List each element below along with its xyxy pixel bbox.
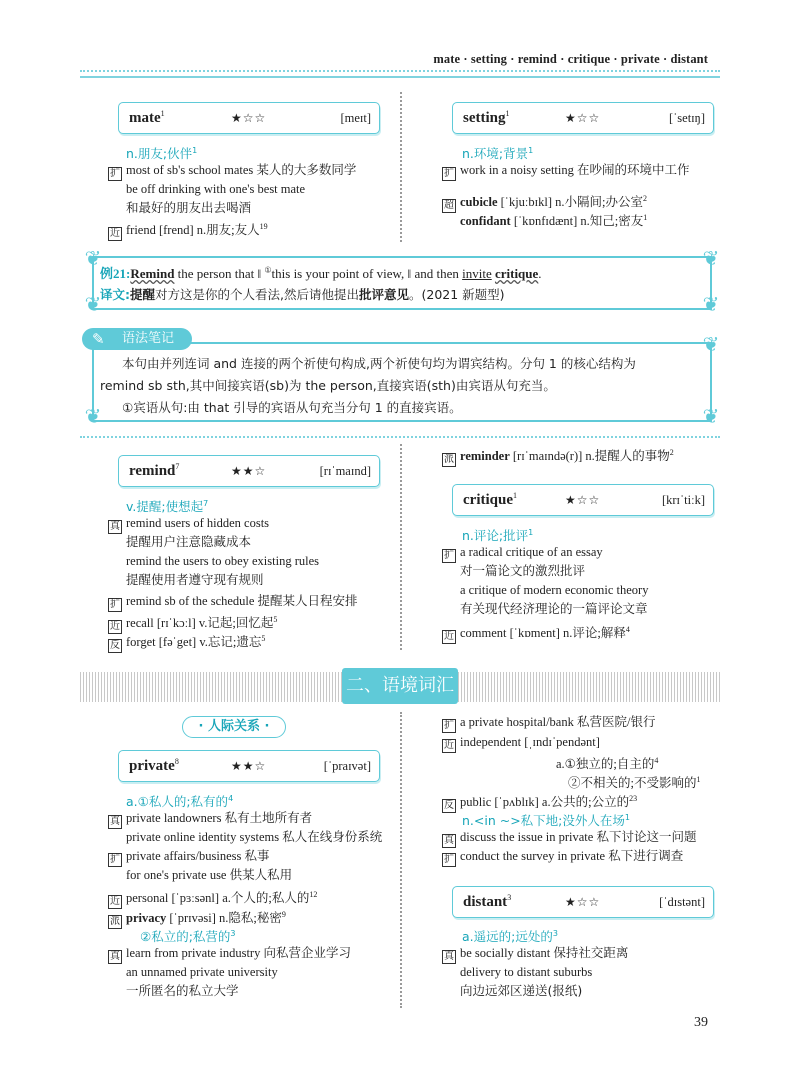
entry-line: delivery to distant suburbs — [460, 965, 593, 979]
grammar-line-2: remind sb sth,其中间接宾语(sb)为 the person,直接宾语(sth)由宾语从句充当。 — [100, 378, 556, 393]
entry-line: 提醒用户注意隐藏成本 — [126, 534, 252, 549]
entry-line: 对一篇论文的激烈批评 — [460, 563, 586, 578]
private-meaning-1: a.①私人的;私有的$^4$ — [126, 794, 234, 810]
entry-line: 和最好的朋友出去喝酒 — [126, 200, 252, 215]
distant-entry-box — [452, 886, 714, 918]
setting-phonetic: [ˈsetɪŋ] — [668, 111, 705, 125]
setting-headword: setting$^1$ — [463, 109, 510, 126]
setting-stars: ★☆☆ — [565, 111, 601, 125]
example-box — [92, 256, 712, 310]
critique-headword: critique$^1$ — [463, 491, 517, 508]
mate-phonetic: [meɪt] — [340, 111, 371, 125]
ornament-icon: ❦ — [702, 334, 720, 356]
subsection-title: · 人际关系 · — [182, 716, 286, 738]
entry-line: for one's private use 供某人私用 — [126, 868, 293, 882]
grammar-note-box — [92, 342, 712, 422]
example-sentence: 例21:Remind the person that ‖ ①this is your point of view, ‖ and then invite critique. — [100, 265, 542, 281]
private-phonetic: [ˈpraɪvət] — [323, 759, 371, 773]
critique-phonetic: [krɪˈtiːk] — [661, 493, 705, 507]
entry-line: 真 discuss the issue in private 私下讨论这一问题 — [444, 830, 697, 846]
entry-line: 扩 a radical critique of an essay — [444, 545, 603, 561]
mate-meaning: n.朋友;伙伴$^1$ — [126, 146, 198, 162]
remind-meaning: v.提醒;使想起$^7$ — [126, 499, 209, 515]
setting-meaning: n.环境;背景$^1$ — [462, 146, 534, 162]
critique-entry-box — [452, 484, 714, 516]
entry-line: 超 cubicle [ˈkjuːbɪkl] n.小隔间;办公室$^2$ — [444, 194, 647, 212]
entry-line: private online identity systems 私人在线身份系统 — [126, 830, 383, 844]
private-entry-box — [118, 750, 380, 782]
ornament-icon: ❦ — [702, 406, 720, 428]
entry-line: be off drinking with one's best mate — [126, 182, 306, 196]
distant-meaning: a.遥远的;远处的$^3$ — [462, 929, 558, 945]
entry-line: a.①独立的;自主的$^4$ — [556, 756, 659, 772]
remind-entry-box — [118, 455, 380, 487]
running-header: mate · setting · remind · critique · private · distant — [433, 52, 708, 66]
entry-line: 反 public [ˈpʌblɪk] a.公共的;公立的$^{23}$ — [444, 794, 638, 812]
entry-line: 扩 private affairs/business 私事 — [110, 849, 270, 865]
entry-line: 扩 most of sb's school mates 某人的大多数同学 — [110, 163, 357, 179]
example-translation: 译文:提醒对方这是你的个人看法,然后请他提出批评意见。(2021 新题型) — [100, 287, 505, 302]
page-number: 39 — [694, 1015, 708, 1030]
private-headword: private$^8$ — [129, 757, 179, 774]
grammar-line-1: 本句由并列连词 and 连接的两个祈使句构成,两个祈使句均为谓宾结构。分句 1 的核心结构为 — [122, 356, 636, 371]
grammar-note-title: ✎ 语法笔记 — [82, 328, 192, 350]
private-meaning-2: ②私立的;私营的$^3$ — [140, 929, 236, 945]
entry-line: 真 private landowners 私有土地所有者 — [110, 811, 313, 827]
entry-line: confidant [ˈkɒnfɪdænt] n.知己;密友$^1$ — [460, 213, 648, 229]
header-rule — [80, 70, 720, 78]
entry-line: a critique of modern economic theory — [460, 583, 649, 597]
ornament-icon: ❦ — [84, 248, 102, 270]
entry-line: 扩 a private hospital/bank 私营医院/银行 — [444, 715, 656, 731]
critique-stars: ★☆☆ — [565, 493, 601, 507]
entry-line: 近 recall [rɪˈkɔːl] v.记起;回忆起$^5$ — [110, 615, 278, 633]
remind-phonetic: [rɪˈmaɪnd] — [319, 464, 371, 478]
entry-line: 扩 conduct the survey in private 私下进行调查 — [444, 849, 684, 865]
remind-headword: remind$^7$ — [129, 462, 180, 479]
reminder-line: 派 reminder [rɪˈmaɪndə(r)] n.提醒人的事物$^2$ — [444, 448, 674, 466]
entry-line: 提醒使用者遵守现有规则 — [126, 572, 264, 587]
section-title: 二、语境词汇 — [342, 668, 458, 704]
grammar-line-3: ①宾语从句:由 that 引导的宾语从句充当分句 1 的直接宾语。 — [122, 400, 462, 415]
quill-icon: ✎ — [92, 330, 105, 348]
distant-phonetic: [ˈdɪstənt] — [659, 895, 705, 909]
mate-headword: mate$^1$ — [129, 109, 165, 126]
entry-line: 扩 remind sb of the schedule 提醒某人日程安排 — [110, 594, 358, 610]
entry-line: 一所匿名的私立大学 — [126, 983, 239, 998]
ornament-icon: ❦ — [702, 294, 720, 316]
entry-line: 真 learn from private industry 向私营企业学习 — [110, 946, 351, 962]
setting-entry-box — [452, 102, 714, 134]
distant-headword: distant$^3$ — [463, 893, 512, 910]
mate-entry-box — [118, 102, 380, 134]
mate-stars: ★☆☆ — [231, 111, 267, 125]
private-meaning-3: n.<in ~>私下地;没外人在场$^1$ — [462, 813, 630, 829]
private-stars: ★★☆ — [231, 759, 267, 773]
critique-meaning: n.评论;批评$^1$ — [462, 528, 534, 544]
entry-line: 真 be socially distant 保持社交距离 — [444, 946, 629, 962]
entry-line: 真 remind users of hidden costs — [110, 516, 270, 532]
distant-stars: ★☆☆ — [565, 895, 601, 909]
entry-line: remind the users to obey existing rules — [126, 554, 320, 568]
ornament-icon: ❦ — [702, 248, 720, 270]
entry-line: 向边远郊区递送(报纸) — [460, 983, 583, 998]
entry-line: 扩 work in a noisy setting 在吵闹的环境中工作 — [444, 163, 690, 179]
entry-line: 反 forget [fəˈget] v.忘记;遗忘$^5$ — [110, 634, 266, 652]
entry-line: 近 comment [ˈkɒment] n.评论;解释$^4$ — [444, 625, 630, 643]
remind-stars: ★★☆ — [231, 464, 267, 478]
entry-line: 有关现代经济理论的一篇评论文章 — [460, 601, 648, 616]
column-divider-middle — [400, 444, 402, 650]
entry-line: an unnamed private university — [126, 965, 278, 979]
column-divider-top — [400, 92, 402, 242]
entry-line: ②不相关的;不受影响的$^1$ — [568, 775, 701, 791]
column-divider-bottom — [400, 712, 402, 1008]
entry-line: 近 independent [ˌɪndɪˈpendənt] — [444, 735, 600, 751]
entry-line: 近 friend [frend] n.朋友;友人$^{19}$ — [110, 222, 268, 240]
entry-line: 近 personal [ˈpɜːsənl] a.个人的;私人的$^{12}$ — [110, 890, 318, 908]
entry-line: 派 privacy [ˈprɪvəsi] n.隐私;秘密$^9$ — [110, 910, 286, 928]
ornament-icon: ❦ — [84, 294, 102, 316]
ornament-icon: ❦ — [84, 406, 102, 428]
section-separator — [80, 436, 720, 438]
